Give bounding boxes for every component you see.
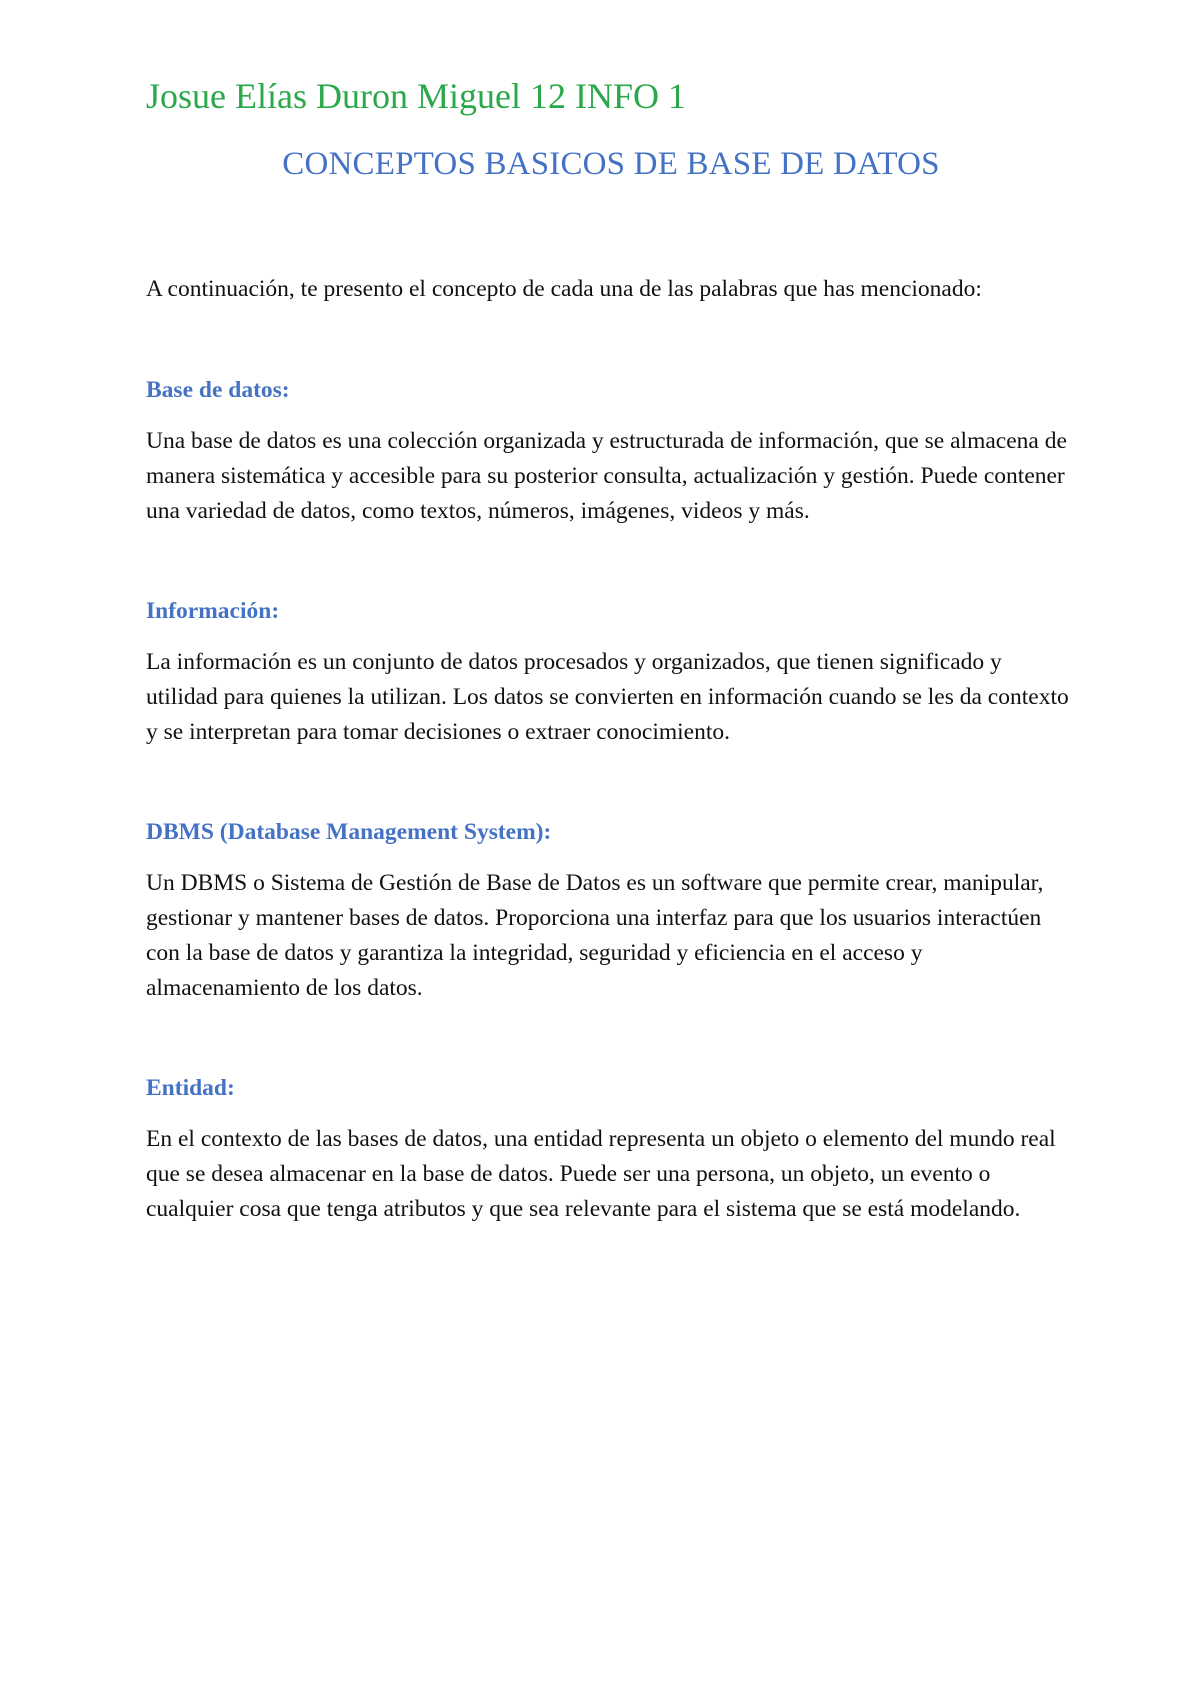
section-dbms [146,816,1076,1006]
document-title: CONCEPTOS BASICOS DE BASE DE DATOS [282,146,940,182]
section-base-de-datos [146,374,1076,529]
intro-paragraph: A continuación, te presento el concepto de cada una de las palabras que has mencionado: [146,276,982,302]
author-line: Josue Elías Duron Miguel 12 INFO 1 [146,76,686,116]
section-heading: Base de datos: [146,377,290,403]
section-heading: Información: [146,598,280,624]
section-heading: DBMS (Database Management System): [146,819,552,845]
section-body: Un DBMS o Sistema de Gestión de Base de Datos es un software que permite crear, manipular, gestionar y mantener bases de datos. Proporciona una interfaz para que los usuarios interactúen con la base de datos y garantiza la integridad, seguridad y eficiencia en el acceso y almacenamiento de los datos. [146,870,1044,1001]
document-content [146,72,1076,1227]
section-informacion [146,595,1076,750]
section-body: La información es un conjunto de datos procesados y organizados, que tienen significado y utilidad para quienes la utilizan. Los datos se convierten en información cuando se les da contexto y se interpretan para tomar decisiones o extraer conocimiento. [146,649,1069,745]
section-heading: Entidad: [146,1075,235,1101]
section-entidad [146,1072,1076,1227]
section-body: Una base de datos es una colección organizada y estructurada de información, que se almacena de manera sistemática y accesible para su posterior consulta, actualización y gestión. Puede contener una variedad de datos, como textos, números, imágenes, videos y más. [146,428,1067,524]
section-body: En el contexto de las bases de datos, una entidad representa un objeto o elemento del mundo real que se desea almacenar en la base de datos. Puede ser una persona, un objeto, un evento o cualquier cosa que tenga atributos y que sea relevante para el sistema que se está modelando. [146,1126,1056,1222]
